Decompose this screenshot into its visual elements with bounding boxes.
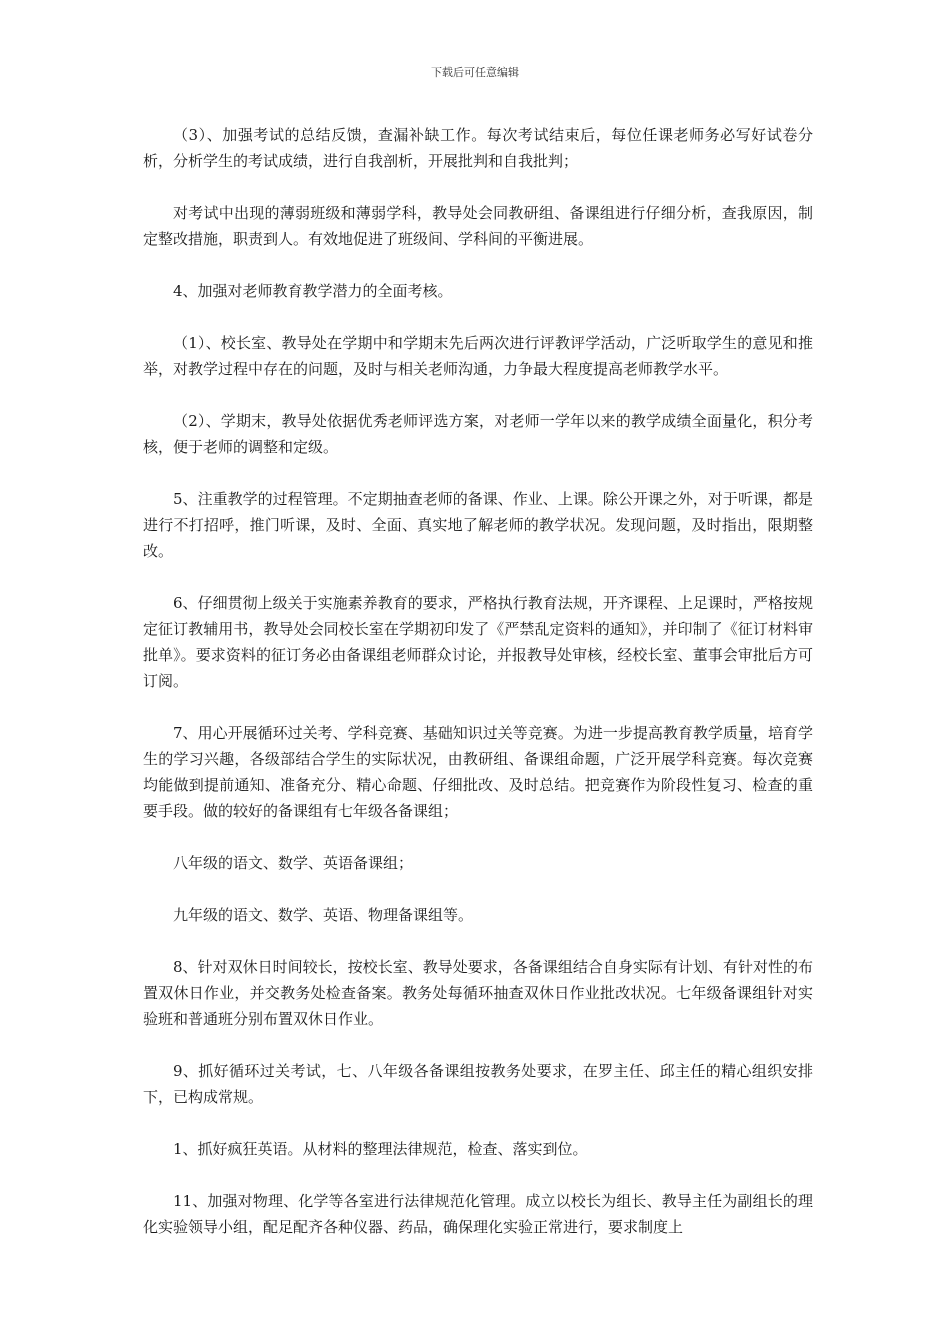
paragraph: 11、加强对物理、化学等各室进行法律规范化管理。成立以校长为组长、教导主任为副组长的理化实验领导小组，配足配齐各种仪器、药品，确保理化实验正常进行，要求制度上 [143,1192,813,1236]
paragraph: 8、针对双休日时间较长，按校长室、教导处要求，各备课组结合自身实际有计划、有针对性的布置双休日作业，并交教务处检查备案。教务处每循环抽查双休日作业批改状况。七年级备课组针对实验班和普通班分别布置双休日作业。 [143,958,813,1028]
paragraph: （1）、校长室、教导处在学期中和学期末先后两次进行评教评学活动，广泛听取学生的意见和推举，对教学过程中存在的问题，及时与相关老师沟通，力争最大程度提高老师教学水平。 [143,334,813,378]
paragraph: 7、用心开展循环过关考、学科竞赛、基础知识过关等竞赛。为进一步提高教育教学质量，培育学生的学习兴趣，各级部结合学生的实际状况，由教研组、备课组命题，广泛开展学科竞赛。每次竞赛均能做到提前通知、准备充分、精心命题、仔细批改、及时总结。把竞赛作为阶段性复习、检查的重要手段。做的较好的备课组有七年级各备课组； [143,724,813,820]
paragraph: 八年级的语文、数学、英语备课组； [173,854,414,872]
paragraph: 6、仔细贯彻上级关于实施素养教育的要求，严格执行教育法规，开齐课程、上足课时，严格按规定征订教辅用书，教导处会同校长室在学期初印发了《严禁乱定资料的通知》，并印制了《征订材料审批单》。要求资料的征订务必由备课组老师群众讨论，并报教导处审核，经校长室、董事会审批后方可订阅。 [143,594,813,690]
document-body [143,122,813,1266]
paragraph: 5、注重教学的过程管理。不定期抽查老师的备课、作业、上课。除公开课之外，对于听课，都是进行不打招呼，推门听课，及时、全面、真实地了解老师的教学状况。发现问题，及时指出，限期整改。 [143,490,813,560]
page-header-note: 下载后可任意编辑 [431,66,519,79]
paragraph: 九年级的语文、数学、英语、物理备课组等。 [173,906,474,924]
paragraph: 4、加强对老师教育教学潜力的全面考核。 [173,282,453,300]
paragraph: 对考试中出现的薄弱班级和薄弱学科，教导处会同教研组、备课组进行仔细分析，查我原因，制定整改措施，职责到人。有效地促进了班级间、学科间的平衡进展。 [143,204,813,248]
paragraph: （3）、加强考试的总结反馈，查漏补缺工作。每次考试结束后，每位任课老师务必写好试卷分析，分析学生的考试成绩，进行自我剖析，开展批判和自我批判； [143,126,813,170]
paragraph: 1、抓好疯狂英语。从材料的整理法律规范，检查、落实到位。 [173,1140,588,1158]
paragraph: 9、抓好循环过关考试，七、八年级各备课组按教务处要求，在罗主任、邱主任的精心组织安排下，已构成常规。 [143,1062,813,1106]
paragraph: （2）、学期末，教导处依据优秀老师评选方案，对老师一学年以来的教学成绩全面量化，积分考核，便于老师的调整和定级。 [143,412,813,456]
